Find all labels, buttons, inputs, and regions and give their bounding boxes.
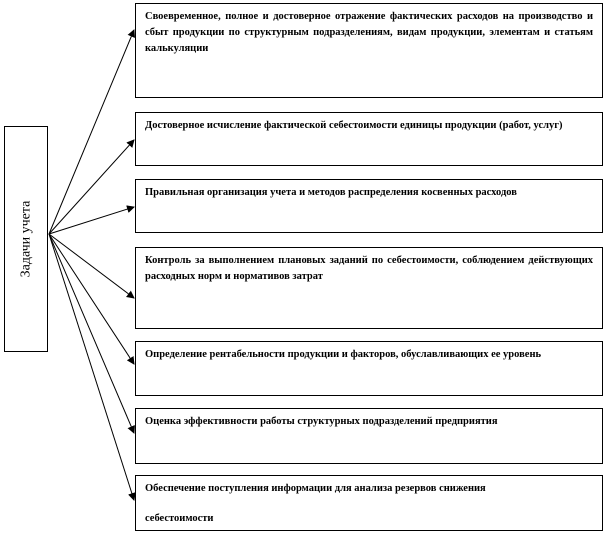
task-text-5: Определение рентабельности продукции и факторов, обуславливающих ее уровень bbox=[145, 349, 542, 360]
task-text-2: Достоверное исчисление фактической себестоимости единицы продукции (работ, услуг) bbox=[145, 120, 563, 131]
arrow-to-task-4 bbox=[49, 234, 134, 298]
task-text-3: Правильная организация учета и методов распределения косвенных расходов bbox=[145, 187, 517, 198]
root-label: Задачи учета bbox=[18, 200, 34, 278]
arrow-to-task-6 bbox=[49, 234, 134, 433]
arrow-to-task-2 bbox=[49, 140, 134, 234]
task-text-1: Своевременное, полное и достоверное отражение фактических расходов на производство и сбыт продукции по структурным подразделениям, видам продукции, элементам и статьям калькуляции bbox=[145, 11, 593, 54]
task-box-4 bbox=[135, 247, 603, 329]
task-text-7-line-2: себестоимости bbox=[145, 513, 214, 524]
task-box-6 bbox=[135, 408, 603, 464]
arrow-to-task-5 bbox=[49, 234, 134, 364]
root-node bbox=[4, 126, 48, 352]
task-text-7-line-1: Обеспечение поступления информации для анализа резервов снижения bbox=[145, 483, 486, 494]
task-text-6: Оценка эффективности работы структурных подразделений предприятия bbox=[145, 416, 498, 427]
task-box-3 bbox=[135, 179, 603, 233]
task-text-4: Контроль за выполнением плановых заданий по себестоимости, соблюдением действующих расходных норм и нормативов затрат bbox=[145, 255, 593, 282]
arrow-to-task-7 bbox=[49, 234, 134, 500]
arrow-to-task-1 bbox=[49, 30, 134, 234]
task-box-7 bbox=[135, 475, 603, 531]
task-box-2 bbox=[135, 112, 603, 166]
task-box-1 bbox=[135, 3, 603, 98]
task-box-5 bbox=[135, 341, 603, 396]
